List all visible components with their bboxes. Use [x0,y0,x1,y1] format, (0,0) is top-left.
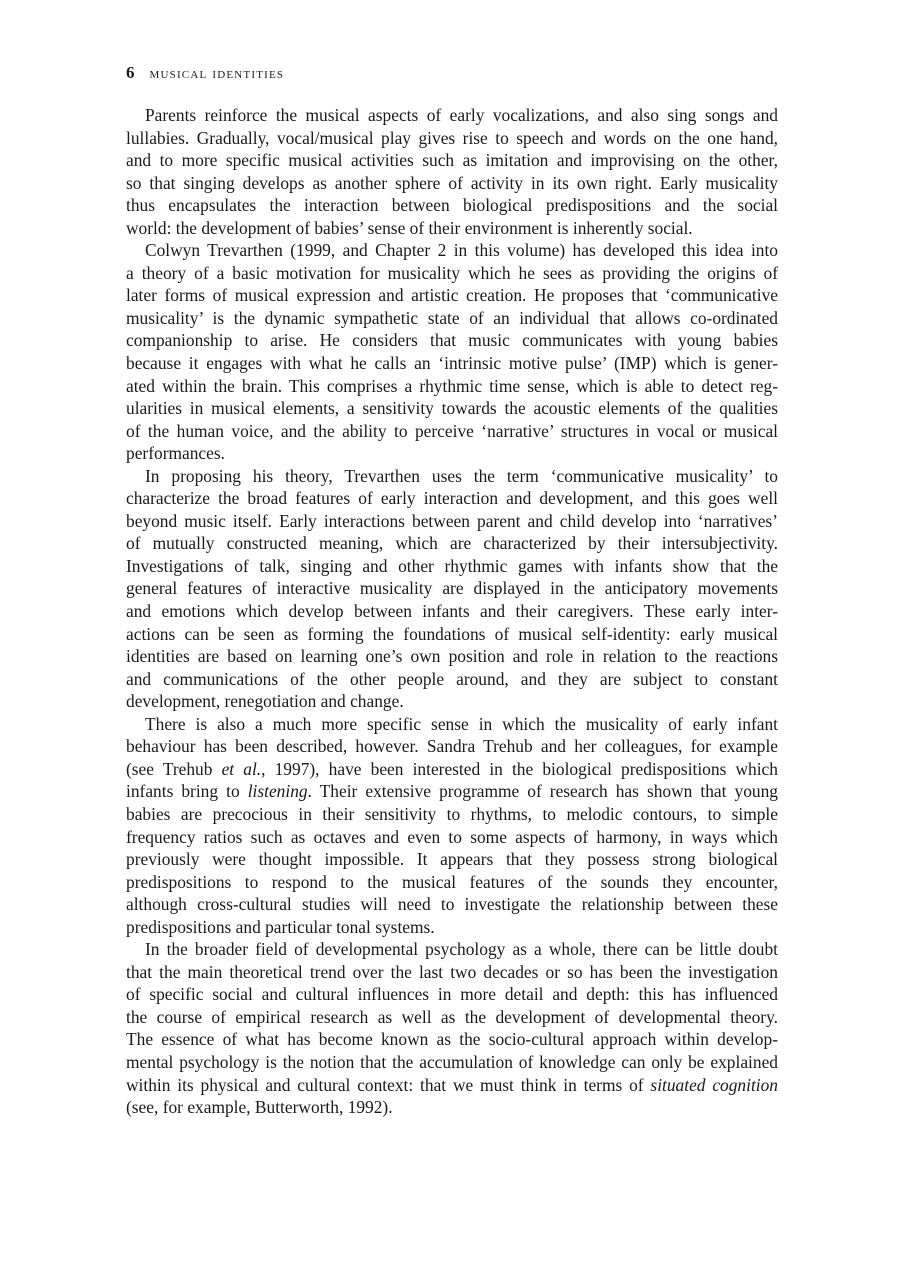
text-line: Colwyn Trevarthen (1999, and Chapter 2 in this volume) has developed this idea into [145,240,778,261]
italic-term: situated cognition [650,1074,779,1095]
text-line: identities are based on learning one’s own position and role in relation to the reactions [126,646,778,667]
text-line: lullabies. Gradually, vocal/musical play gives rise to speech and words on the one hand, [126,127,778,148]
text-line: so that singing develops as another sphere of activity in its own right. Early musicality [126,172,778,193]
text-line: and emotions which develop between infants and their caregivers. These early inter- [126,601,778,622]
text-line: and to more specific musical activities such as imitation and improvising on the other, [126,150,778,171]
text-line: musicality’ is the dynamic sympathetic state of an individual that allows co-ordinated [126,307,778,328]
page-header [126,63,284,83]
text-line: characterize the broad features of early interaction and development, and this goes well [126,488,778,509]
text-line: thus encapsulates the interaction between biological predispositions and the social [126,195,778,216]
text-line: ularities in musical elements, a sensitivity towards the acoustic elements of the qualities [126,398,778,419]
text-line: In the broader field of developmental psychology as a whole, there can be little doubt [145,939,778,960]
text-line: within its physical and cultural context: that we must think in terms of situated cognition [126,1074,779,1095]
text-line: infants bring to listening. Their extensive programme of research has shown that young [126,781,778,802]
text-line: There is also a much more specific sense in which the musicality of early infant [145,713,778,734]
body-text [126,104,778,1119]
text-line: a theory of a basic motivation for musicality which he sees as providing the origins of [126,262,778,283]
text-line: (see, for example, Butterworth, 1992). [126,1097,393,1118]
text-line: although cross-cultural studies will need to investigate the relationship between these [126,894,778,915]
text-line: the course of empirical research as well as the development of developmental theory. [126,1006,778,1027]
text-line: world: the development of babies’ sense of their environment is inherently social. [126,217,693,238]
text-line: In proposing his theory, Trevarthen uses the term ‘communicative musicality’ to [145,465,778,486]
paragraph [126,104,778,239]
text-line: and communications of the other people around, and they are subject to constant [126,668,778,689]
italic-term: listening [247,781,308,802]
running-title: musical identities [149,66,285,82]
text-line: companionship to arise. He considers that music communicates with young babies [126,330,778,351]
text-line: (see Trehub et al., 1997), have been interested in the biological predispositions which [126,758,778,779]
text-line: frequency ratios such as octaves and even to some aspects of harmony, in ways which [126,826,778,847]
text-line: later forms of musical expression and artistic creation. He proposes that ‘communicative [126,285,778,306]
italic-term: et al. [221,758,262,779]
text-line: development, renegotiation and change. [126,691,404,712]
text-line: babies are precocious in their sensitivity to rhythms, to melodic contours, to simple [126,803,778,824]
paragraph [126,938,778,1118]
text-line: of the human voice, and the ability to perceive ‘narrative’ structures in vocal or musical [126,420,778,441]
text-line: predispositions to respond to the musical features of the sounds they encounter, [126,871,778,892]
paragraph [126,239,778,464]
text-line: The essence of what has become known as the socio-cultural approach within develop- [126,1029,778,1050]
text-line: performances. [126,443,225,464]
text-line: previously were thought impossible. It appears that they possess strong biological [126,849,778,870]
text-line: that the main theoretical trend over the last two decades or so has been the investigation [126,961,778,982]
text-line: behaviour has been described, however. Sandra Trehub and her colleagues, for example [126,736,778,757]
page-number: 6 [126,63,135,82]
paragraph [126,465,778,713]
text-line: predispositions and particular tonal systems. [126,916,435,937]
text-line: of specific social and cultural influences in more detail and depth: this has influenced [126,984,778,1005]
text-line: general features of interactive musicality are displayed in the anticipatory movements [126,578,778,599]
text-line: of mutually constructed meaning, which are characterized by their intersubjectivity. [126,533,778,554]
text-line: beyond music itself. Early interactions between parent and child develop into ‘narratives’ [126,510,778,531]
text-line: Investigations of talk, singing and other rhythmic games with infants show that the [126,555,778,576]
text-line: mental psychology is the notion that the accumulation of knowledge can only be explained [126,1051,778,1072]
text-line: ated within the brain. This comprises a rhythmic time sense, which is able to detect reg- [126,375,778,396]
text-line: Parents reinforce the musical aspects of early vocalizations, and also sing songs and [145,105,778,125]
text-line: actions can be seen as forming the foundations of musical self-identity: early musical [126,623,778,644]
paragraph [126,713,778,938]
text-line: because it engages with what he calls an ‘intrinsic motive pulse’ (IMP) which is gener- [126,353,778,374]
